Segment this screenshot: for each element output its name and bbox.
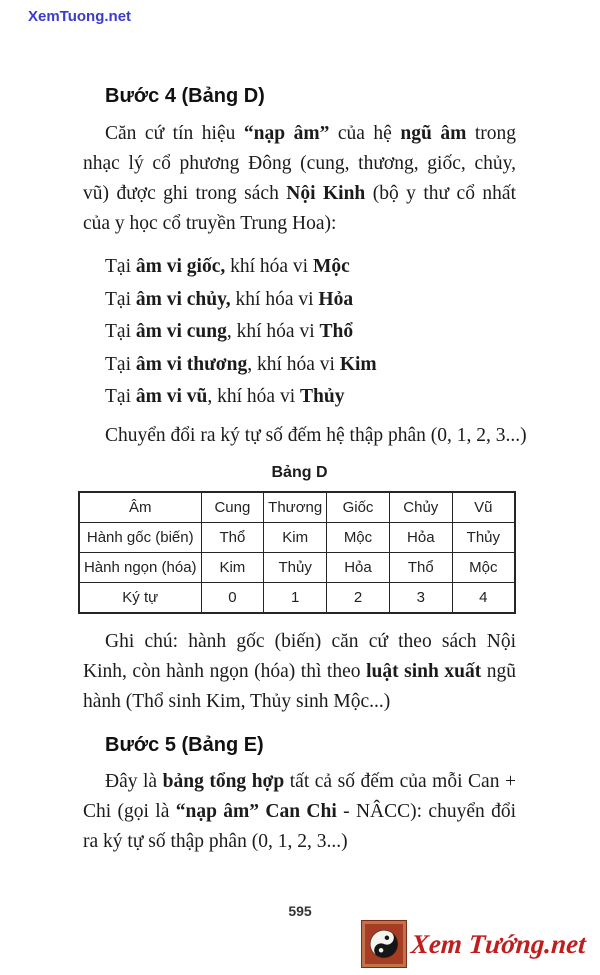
- table-header-cell: Giốc: [327, 492, 390, 523]
- logo-text: Xem Tướng.net: [410, 928, 588, 959]
- table-cell: Hành ngọn (hóa): [79, 553, 201, 583]
- bang-d-table: [78, 491, 516, 614]
- bold-text-run: luật sinh xuất: [366, 661, 482, 682]
- text-run: khí hóa vi: [230, 288, 319, 310]
- table-cell: Thủy: [452, 523, 515, 553]
- bold-text-run: “nạp âm” Can Chi: [175, 801, 337, 822]
- text-run: ngũ hành (Thổ sinh Kim, Thủy sinh Mộc...): [83, 661, 516, 712]
- text-run: Căn cứ tín hiệu: [105, 123, 244, 144]
- table-cell: Thủy: [264, 553, 327, 583]
- table-header-cell: Âm: [79, 492, 201, 523]
- decimal-conversion-line: Chuyển đổi ra ký tự số đếm hệ thập phân (0, 1, 2, 3...): [105, 425, 527, 446]
- tone-mapping-line: [105, 252, 516, 282]
- text-run: Tại: [105, 386, 136, 407]
- tone-mapping-list: [83, 252, 516, 412]
- bold-text-run: Kim: [339, 353, 377, 375]
- text-run: , khí hóa vi: [226, 321, 320, 342]
- table-header-cell: Cung: [201, 492, 264, 523]
- bold-text-run: Thủy: [300, 386, 345, 407]
- text-run: , khí hóa vi: [207, 386, 300, 407]
- text-run: tất cả số đếm của mỗi Can + Chi (gọi là: [83, 771, 516, 822]
- step4-heading: Bước 4 (Bảng D): [105, 85, 265, 107]
- text-run: trong nhạc lý cổ phương Đông (cung, thương, giốc, chủy, vũ) được ghi trong sách: [83, 123, 516, 204]
- page-content: [83, 84, 527, 857]
- tone-mapping-line: [105, 382, 516, 412]
- table-cell: Hành gốc (biến): [79, 523, 201, 553]
- bold-text-run: Thổ: [319, 321, 354, 342]
- table-cell: Thổ: [201, 523, 264, 553]
- table-cell: Hỏa: [389, 523, 452, 553]
- text-run: khí hóa vi: [225, 256, 313, 277]
- bold-text-run: “nạp âm”: [243, 123, 330, 144]
- bold-text-run: âm vi cung: [135, 321, 227, 342]
- table-row: [79, 553, 515, 583]
- bold-text-run: Mộc: [312, 256, 350, 277]
- table-cell: 0: [201, 583, 264, 614]
- text-run: Tại: [105, 321, 136, 342]
- tone-mapping-line: [105, 317, 516, 347]
- table-cell: Hỏa: [327, 553, 390, 583]
- bold-text-run: bảng tổng hợp: [162, 771, 285, 792]
- text-run: - NÂCC): chuyển đổi ra ký tự số thập phân (0, 1, 2, 3...): [83, 801, 516, 852]
- table-header-cell: Thương: [264, 492, 327, 523]
- text-run: (bộ y thư cổ nhất của y học cổ truyền Trung Hoa):: [83, 183, 516, 234]
- table-cell: Ký tự: [79, 583, 201, 614]
- step4-intro-paragraph: [83, 119, 516, 239]
- bold-text-run: âm vi giốc,: [135, 256, 226, 277]
- yin-yang-icon: [362, 921, 406, 967]
- bold-text-run: Hỏa: [318, 288, 354, 310]
- table-header-cell: Chủy: [389, 492, 452, 523]
- table-row: [79, 523, 515, 553]
- table-cell: 1: [264, 583, 327, 614]
- tone-mapping-line: [105, 350, 516, 380]
- step5-heading: Bước 5 (Bảng E): [105, 734, 264, 756]
- text-run: của hệ: [329, 123, 401, 144]
- table-cell: Thổ: [389, 553, 452, 583]
- step5-paragraph: [83, 767, 516, 857]
- table-cell: Mộc: [327, 523, 390, 553]
- text-run: Tại: [105, 353, 136, 375]
- text-run: Đây là: [105, 771, 163, 792]
- note-paragraph: [83, 627, 516, 717]
- table-cell: 4: [452, 583, 515, 614]
- table-header-row: [79, 492, 515, 523]
- page-number: 595: [288, 903, 312, 919]
- text-run: Tại: [105, 288, 136, 310]
- table-caption: Bảng D: [271, 464, 328, 481]
- table-cell: Kim: [264, 523, 327, 553]
- table-cell: Kim: [201, 553, 264, 583]
- bold-text-run: âm vi chủy,: [135, 288, 231, 310]
- table-header-cell: Vũ: [452, 492, 515, 523]
- table-row: [79, 583, 515, 614]
- bold-text-run: ngũ âm: [400, 123, 467, 144]
- table-cell: 2: [327, 583, 390, 614]
- text-run: Tại: [105, 256, 136, 277]
- bold-text-run: âm vi thương: [135, 353, 248, 375]
- bold-text-run: Nội Kinh: [286, 183, 366, 204]
- text-run: Ghi chú: hành gốc (biến) căn cứ theo sách Nội Kinh, còn hành ngọn (hóa) thì theo: [83, 631, 516, 682]
- site-logo[interactable]: [362, 921, 586, 967]
- bold-text-run: âm vi vũ: [135, 386, 208, 407]
- table-cell: 3: [389, 583, 452, 614]
- site-watermark-link[interactable]: XemTuong.net: [28, 8, 132, 25]
- tone-mapping-line: [105, 285, 516, 315]
- text-run: , khí hóa vi: [247, 353, 340, 375]
- table-cell: Mộc: [452, 553, 515, 583]
